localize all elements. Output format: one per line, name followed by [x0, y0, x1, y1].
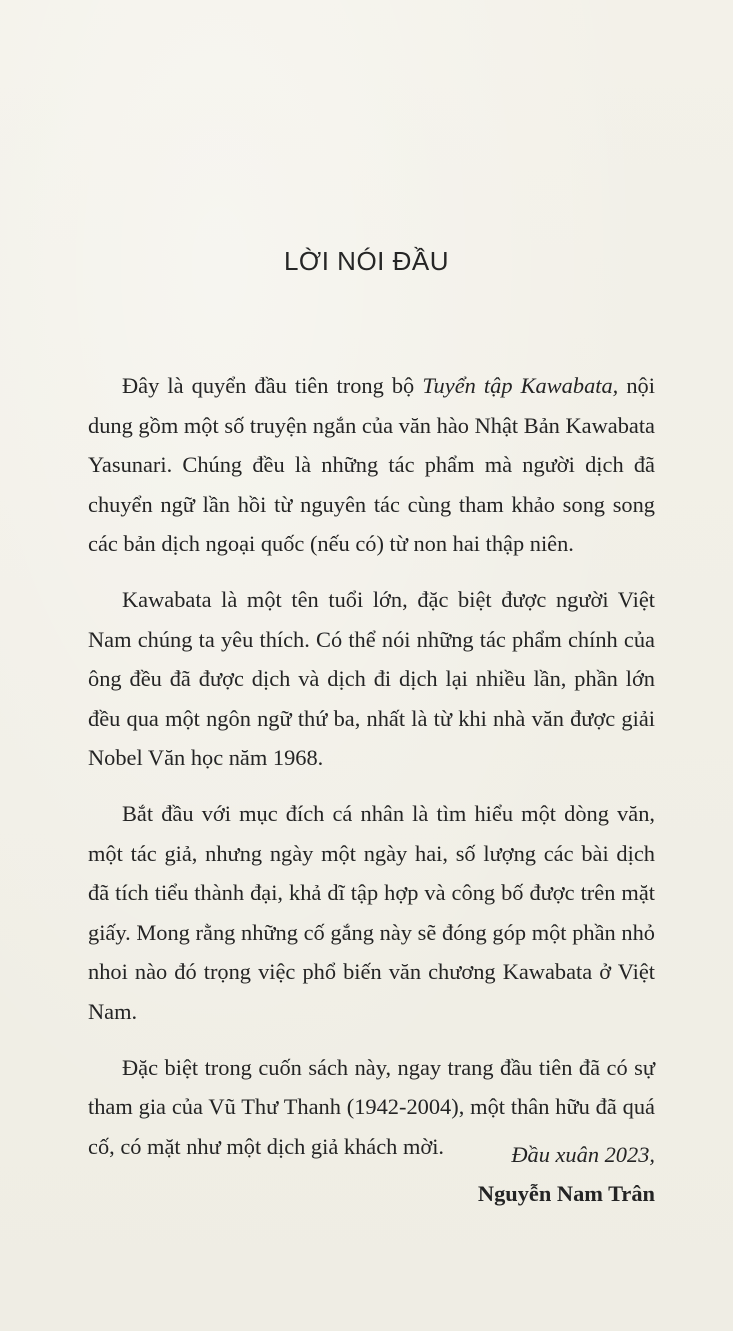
- preface-body: [88, 366, 655, 1166]
- paragraph-1-text-end: nội dung gồm một số truyện ngắn của văn hào Nhật Bản Kawabata Yasunari. Chúng đều là những tác phẩm mà người dịch đã chuyển ngữ lần hồi từ nguyên tác cùng tham khảo song song các bản dịch ngoại quốc (nếu có) từ non hai thập niên.: [88, 373, 655, 557]
- paragraph-1-book-title: Tuyển tập Kawabata,: [422, 373, 619, 398]
- signature-name: Nguyễn Nam Trân: [477, 1181, 655, 1206]
- paragraph-1-text-start: Đây là quyển đầu tiên trong bộ: [122, 373, 423, 398]
- paragraph-4: Đặc biệt trong cuốn sách này, ngay trang đầu tiên đã có sự tham gia của Vũ Thư Thanh (1942-2004), một thân hữu đã quá cố, có mặt như một dịch giả khách mời.: [88, 1054, 655, 1159]
- paragraph-2: Kawabata là một tên tuổi lớn, đặc biệt được người Việt Nam chúng ta yêu thích. Có thể nói những tác phẩm chính của ông đều đã được dịch và dịch đi dịch lại nhiều lần, phần lớn đều qua một ngôn ngữ thứ ba, nhất là từ khi nhà văn được giải Nobel Văn học năm 1968.: [88, 586, 655, 771]
- page-title: LỜI NÓI ĐẦU: [283, 246, 450, 276]
- signature-date: Đầu xuân 2023,: [511, 1142, 655, 1167]
- paragraph-1: [88, 366, 655, 564]
- paragraph-3: Bắt đầu với mục đích cá nhân là tìm hiểu một dòng văn, một tác giả, nhưng ngày một ngày hai, số lượng các bài dịch đã tích tiểu thành đại, khả dĩ tập hợp và công bố được trên mặt giấy. Mong rằng những cố gắng này sẽ đóng góp một phần nhỏ nhoi nào đó trọng việc phổ biến văn chương Kawabata ở Việt Nam.: [88, 800, 655, 1024]
- signature-block: [478, 1135, 655, 1213]
